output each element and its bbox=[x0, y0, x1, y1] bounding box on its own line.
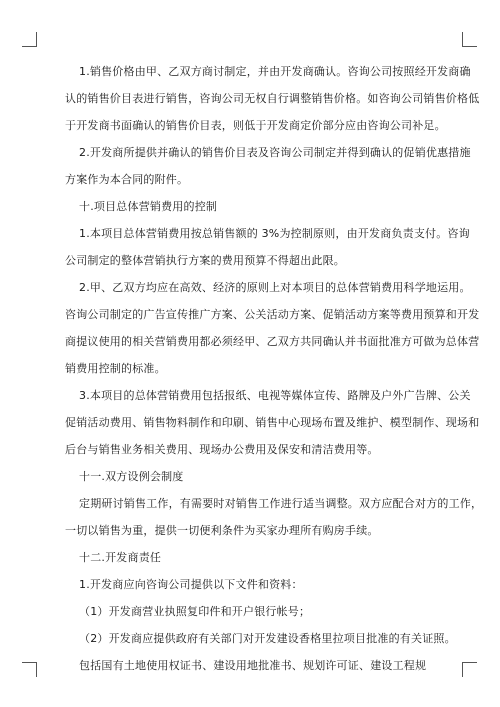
paragraph-line: 一切以销售为重，提供一切便利条件为买家办理所有购房手续。 bbox=[65, 524, 379, 537]
paragraph-line: 1.销售价格由甲、乙双方商讨制定，并由开发商确认。咨询公司按照经开发商确 bbox=[79, 65, 471, 78]
paragraph-line: 3.本项目的总体营销费用包括报纸、电视等媒体宣传、路牌及户外广告牌、公关 bbox=[79, 389, 471, 402]
paragraph-line: 公司制定的整体营销执行方案的费用预算不得超出此限。 bbox=[65, 254, 345, 267]
paragraph-line: 于开发商书面确认的销售价目表，则低于开发商定价部分应由咨询公司补足。 bbox=[65, 119, 446, 132]
section-heading: 十一.双方设例会制度 bbox=[79, 470, 184, 483]
paragraph-line: 促销活动费用、销售物料制作和印刷、销售中心现场布置及维护、模型制作、现场和 bbox=[65, 416, 480, 429]
paragraph-line: 后台与销售业务相关费用、现场办公费用及保安和清洁费用等。 bbox=[65, 443, 379, 456]
paragraph-line: 2.开发商所提供并确认的销售价目表及咨询公司制定并得到确认的促销优惠措施 bbox=[79, 146, 471, 159]
paragraph-line: （2）开发商应提供政府有关部门对开发建设香格里拉项目批准的有关证照。 bbox=[79, 632, 456, 645]
crop-mark-top-right bbox=[462, 32, 477, 47]
paragraph-line: 定期研讨销售工作，有需要时对销售工作进行适当调整。双方应配合对方的工作， bbox=[79, 497, 483, 510]
paragraph-line: 商提议使用的相关营销费用都必须经甲、乙双方共同确认并书面批准方可做为总体营 bbox=[65, 335, 480, 348]
crop-mark-bottom-right bbox=[462, 662, 477, 677]
paragraph-line: 包括国有土地使用权证书、建设用地批准书、规划许可证、建设工程规 bbox=[79, 659, 427, 672]
paragraph-line: 咨询公司制定的广告宣传推广方案、公关活动方案、促销活动方案等费用预算和开发 bbox=[65, 308, 480, 321]
paragraph-line: 2.甲、乙双方均应在高效、经济的原则上对本项目的总体营销费用科学地运用。 bbox=[79, 281, 471, 294]
paragraph-line: 认的销售价目表进行销售，咨询公司无权自行调整销售价格。如咨询公司销售价格低 bbox=[65, 92, 480, 105]
paragraph-line: 1.开发商应向咨询公司提供以下文件和资料： bbox=[79, 578, 303, 591]
crop-mark-bottom-left bbox=[22, 662, 37, 677]
paragraph-line: 销费用控制的标准。 bbox=[65, 362, 166, 375]
paragraph-line: 1.本项目总体营销费用按总销售额的 3%为控制原则，由开发商负责支付。咨询 bbox=[79, 227, 470, 240]
paragraph-line: （1）开发商营业执照复印件和开户银行帐号； bbox=[79, 605, 311, 618]
crop-mark-top-left bbox=[22, 32, 37, 47]
paragraph-line: 方案作为本合同的附件。 bbox=[65, 173, 189, 186]
section-heading: 十.项目总体营销费用的控制 bbox=[79, 200, 218, 213]
section-heading: 十二.开发商责任 bbox=[79, 551, 162, 564]
